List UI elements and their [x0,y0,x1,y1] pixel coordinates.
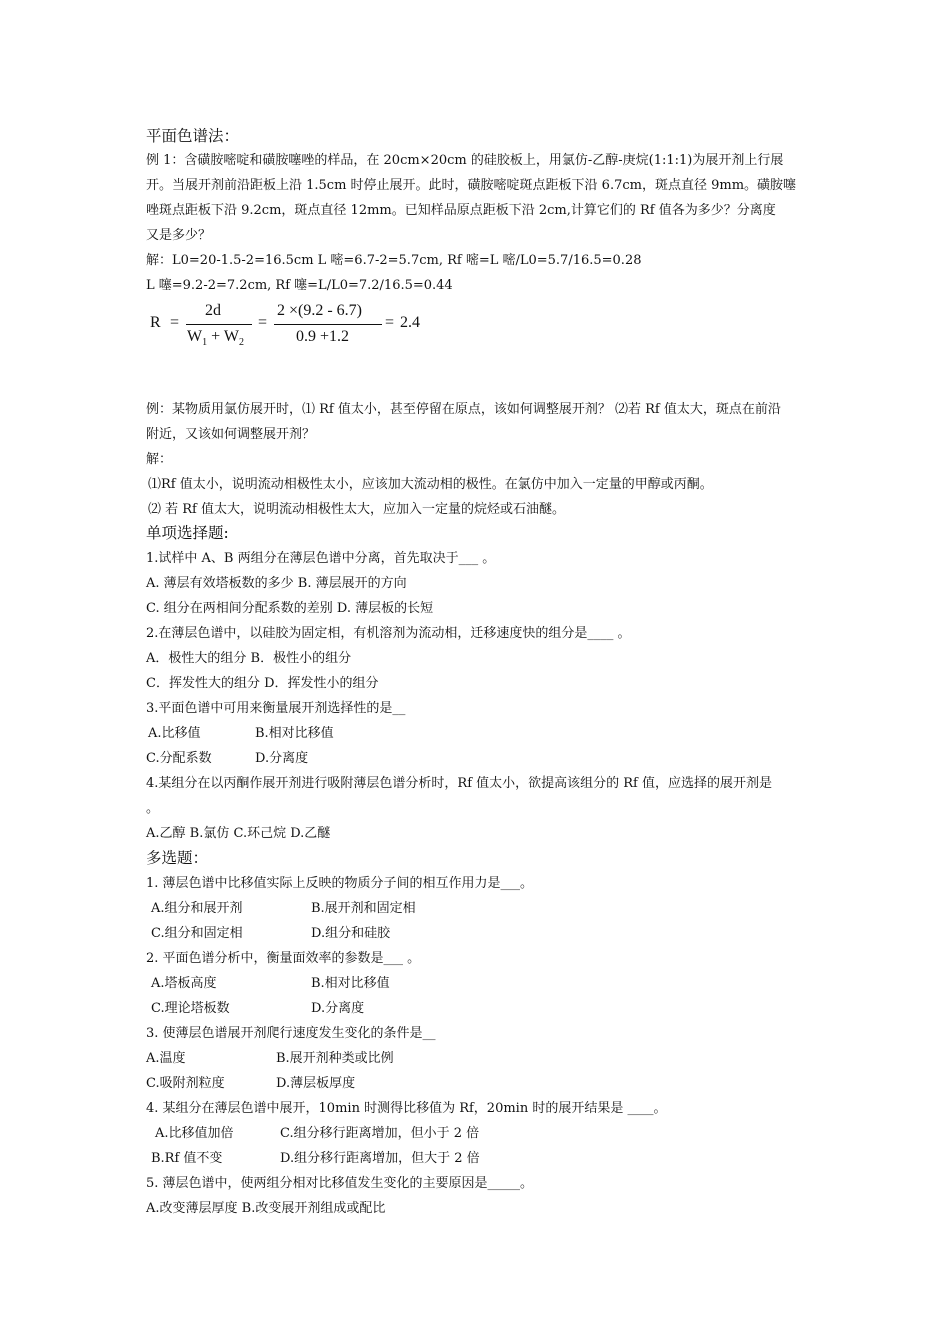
multi-q2-option-d: D.分离度 [311,1001,365,1016]
single-q1-options-ab: A. 薄层有效塔板数的多少 B. 薄层展开的方向 [146,576,407,591]
formula-denominator-1: $W_1 + W_2$ [187,328,244,349]
example2-line2: 附近，又该如何调整展开剂？ [146,427,316,442]
single-q3: 3.平面色谱中可用来衡量展开剂选择性的是__ [146,701,406,716]
single-q4-line1: 4.某组分在以丙酮作展开剂进行吸附薄层色谱分析时，Rf 值太小，欲提高该组分的 Rf 值，应选择的展开剂是 [146,776,773,791]
single-q3-option-c: C.分配系数 [146,751,212,766]
single-q3-option-b: B.相对比移值 [255,726,334,741]
formula-numerator-1: 2d [205,302,221,319]
solution2-line2: ⑵ 若 Rf 值太大，说明流动相极性太大，应加入一定量的烷烃或石油醚。 [148,502,565,517]
fraction-bar-1 [186,324,252,325]
multi-q4-option-a: A.比移值加倍 [155,1126,234,1141]
solution1-line2: L 噻=9.2-2=7.2cm, Rf 噻=L/L0=7.2/16.5=0.44 [146,278,453,293]
section-heading-single-choice: 单项选择题: [146,524,229,542]
fraction-bar-2 [274,324,382,325]
single-q2: 2.在薄层色谱中，以硅胶为固定相，有机溶剂为流动相，迁移速度快的组分是____ 。 [146,626,631,641]
single-q1: 1.试样中 A、B 两组分在薄层色谱中分离，首先取决于___ 。 [146,551,496,566]
multi-q2-option-a: A.塔板高度 [151,976,217,991]
formula-lhs: R [150,314,161,331]
multi-q2-option-b: B.相对比移值 [311,976,390,991]
multi-q3-option-c: C.吸附剂粒度 [146,1076,225,1091]
multi-q3-option-d: D.薄层板厚度 [276,1076,356,1091]
formula-denominator-2: 0.9 +1.2 [296,328,350,345]
multi-q1-option-b: B.展开剂和固定相 [311,901,416,916]
example1-line1: 例 1：含磺胺嘧啶和磺胺噻唑的样品，在 20cm×20cm 的硅胶板上，用氯仿-乙醇-庚烷(1:1:1)为展开剂上行展 [146,153,784,168]
solution2-line1: ⑴Rf 值太小，说明流动相极性太小，应该加大流动相的极性。在氯仿中加入一定量的甲醇或丙酮。 [148,477,713,492]
single-q3-option-d: D.分离度 [255,751,309,766]
single-q3-option-a: A.比移值 [148,726,201,741]
single-q1-options-cd: C. 组分在两相间分配系数的差别 D. 薄层板的长短 [146,601,434,616]
single-q4-options: A.乙醇 B.氯仿 C.环己烷 D.乙醚 [146,826,331,841]
resolution-formula [150,300,440,352]
formula-equals-3: = [385,314,395,331]
multi-q4-option-b: B.Rf 值不变 [151,1151,223,1166]
multi-q1-option-a: A.组分和展开剂 [151,901,243,916]
multi-q4-option-c: C.组分移行距离增加，但小于 2 倍 [280,1126,480,1141]
multi-q1-option-c: C.组分和固定相 [151,926,243,941]
solution2-label: 解： [146,452,173,467]
formula-numerator-2: 2 ×(9.2 - 6.7) [277,302,363,319]
section-heading-multiple-choice: 多选题： [146,849,209,867]
solution1-line1: 解：L0=20-1.5-2=16.5cm L 嘧=6.7-2=5.7cm, Rf 嘧=L 嘧/L0=5.7/16.5=0.28 [146,253,642,268]
single-q4-line2: 。 [146,801,160,816]
multi-q5: 5. 薄层色谱中，使两组分相对比移值发生变化的主要原因是_____。 [146,1176,534,1191]
section-heading-planar-chromatography: 平面色谱法： [146,127,240,145]
multi-q5-options: A.改变薄层厚度 B.改变展开剂组成或配比 [146,1201,386,1216]
example2-line1: 例：某物质用氯仿展开时，⑴ Rf 值太小，甚至停留在原点，该如何调整展开剂？ ⑵若 Rf 值太大，斑点在前沿 [146,402,781,417]
formula-result: 2.4 [400,314,420,331]
formula-equals-2: = [258,314,268,331]
example1-line4: 又是多少？ [146,228,212,243]
single-q2-options-ab: A．极性大的组分 B．极性小的组分 [146,651,352,666]
example1-line3: 唑斑点距板下沿 9.2cm，斑点直径 12mm。已知样品原点距板下沿 2cm,计算它们的 Rf 值各为多少？分离度 [146,203,776,218]
multi-q2-option-c: C.理论塔板数 [151,1001,230,1016]
multi-q3-option-b: B.展开剂种类或比例 [276,1051,394,1066]
multi-q2: 2. 平面色谱分析中，衡量面效率的参数是___ 。 [146,951,421,966]
multi-q4: 4. 某组分在薄层色谱中展开，10min 时测得比移值为 Rf，20min 时的展开结果是 ____。 [146,1101,667,1116]
multi-q4-option-d: D.组分移行距离增加，但大于 2 倍 [280,1151,480,1166]
multi-q3-option-a: A.温度 [146,1051,186,1066]
multi-q3: 3. 使薄层色谱展开剂爬行速度发生变化的条件是__ [146,1026,436,1041]
multi-q1: 1. 薄层色谱中比移值实际上反映的物质分子间的相互作用力是___。 [146,876,534,891]
formula-equals-1: = [170,314,180,331]
example1-line2: 开。当展开剂前沿距板上沿 1.5cm 时停止展开。此时，磺胺嘧啶斑点距板下沿 6.7cm，斑点直径 9mm。磺胺噻 [146,178,797,193]
single-q2-options-cd: C．挥发性大的组分 D．挥发性小的组分 [146,676,379,691]
multi-q1-option-d: D.组分和硅胶 [311,926,391,941]
